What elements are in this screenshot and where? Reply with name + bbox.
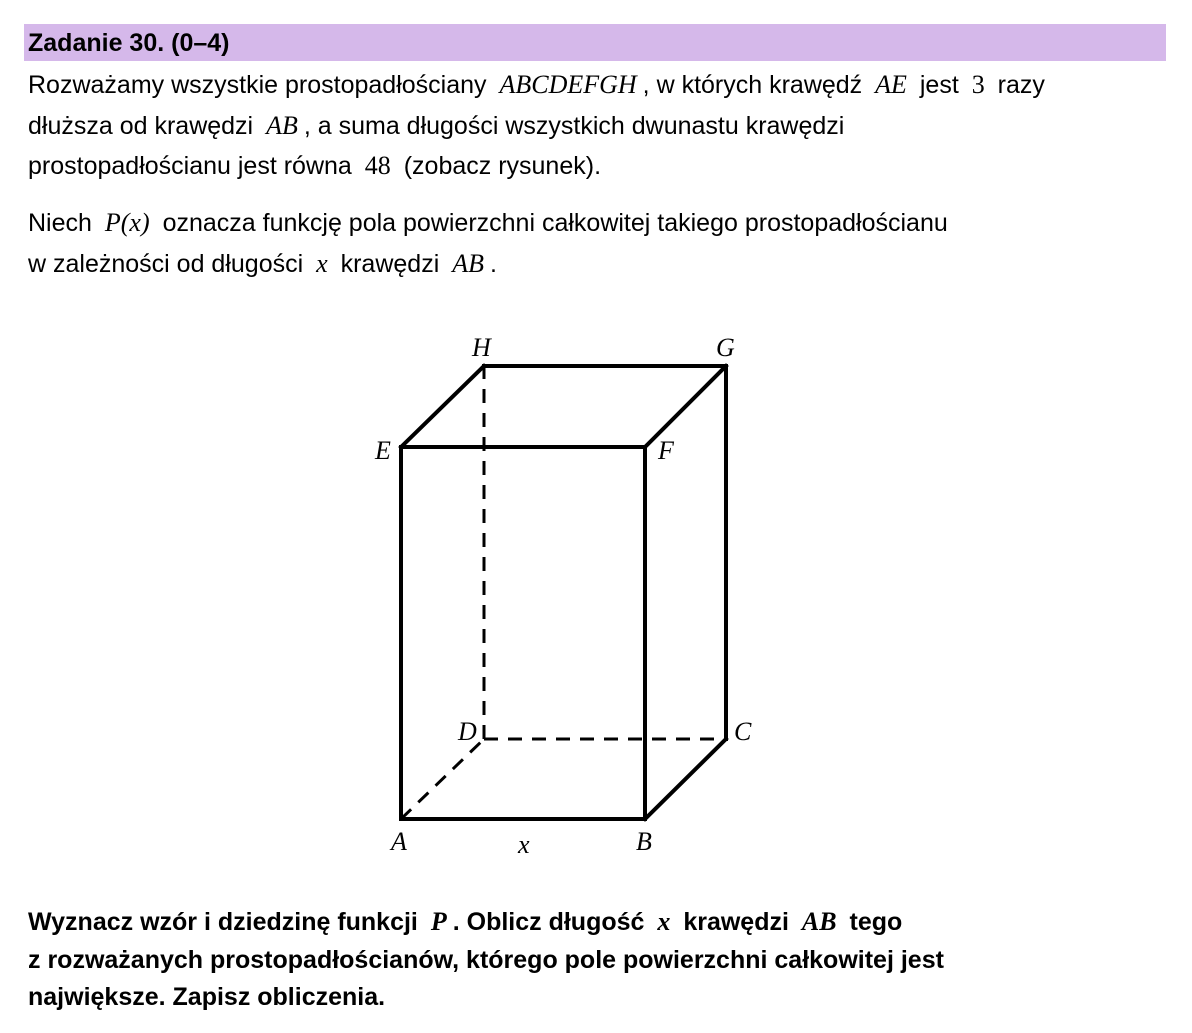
question-line-1 bbox=[28, 907, 902, 937]
math-function-p: P(x) bbox=[104, 208, 150, 237]
vertex-label-g: G bbox=[716, 333, 735, 362]
edge-label-x: x bbox=[518, 830, 530, 859]
hidden-edge-ad bbox=[401, 739, 484, 819]
math-variable-x: x bbox=[657, 907, 671, 936]
text: Niech bbox=[28, 209, 92, 237]
math-edge-ab: AB bbox=[801, 907, 837, 936]
math-number-3: 3 bbox=[971, 70, 985, 99]
text: krawędzi bbox=[683, 908, 789, 936]
text: dłuższa od krawędzi bbox=[28, 112, 254, 140]
text: oznacza funkcję pola powierzchni całkowitej takiego prostopadłościanu bbox=[162, 209, 948, 237]
text: Rozważamy wszystkie prostopadłościany bbox=[28, 71, 487, 99]
vertex-label-f: F bbox=[658, 436, 674, 465]
edge-fg bbox=[645, 366, 726, 447]
text: , w których krawędź bbox=[642, 71, 863, 99]
question-line-2 bbox=[28, 945, 944, 975]
math-number-48: 48 bbox=[364, 151, 391, 180]
vertex-label-h: H bbox=[472, 333, 491, 362]
edge-bc bbox=[645, 739, 726, 819]
vertex-label-a: A bbox=[391, 827, 407, 856]
vertex-label-e: E bbox=[375, 436, 391, 465]
text: (zobacz rysunek). bbox=[403, 152, 602, 180]
text: krawędzi bbox=[340, 250, 440, 278]
math-cuboid-name: ABCDEFGH bbox=[499, 70, 637, 99]
math-edge-ae: AE bbox=[875, 70, 907, 99]
text: . Oblicz długość bbox=[452, 908, 645, 936]
question-line-3 bbox=[28, 982, 385, 1012]
vertex-label-b: B bbox=[636, 827, 652, 856]
text: Wyznacz wzór i dziedzinę funkcji bbox=[28, 908, 418, 936]
text: tego bbox=[849, 908, 903, 936]
text: prostopadłościanu jest równa bbox=[28, 152, 352, 180]
text: największe. Zapisz obliczenia. bbox=[28, 983, 386, 1011]
text: w zależności od długości bbox=[28, 250, 304, 278]
math-function-p: P bbox=[430, 907, 447, 936]
text: razy bbox=[997, 71, 1045, 99]
text: . bbox=[489, 250, 497, 278]
text: , a suma długości wszystkich dwunastu krawędzi bbox=[303, 112, 845, 140]
text: jest bbox=[919, 71, 959, 99]
math-variable-x: x bbox=[316, 249, 328, 278]
vertex-label-c: C bbox=[734, 717, 752, 746]
edge-eh bbox=[401, 366, 484, 447]
task-title: Zadanie 30. (0–4) bbox=[28, 29, 230, 57]
vertex-label-d: D bbox=[458, 717, 477, 746]
text: z rozważanych prostopadłościanów, którego pole powierzchni całkowitej jest bbox=[28, 946, 944, 974]
math-edge-ab: AB bbox=[452, 249, 484, 278]
math-edge-ab: AB bbox=[266, 111, 298, 140]
